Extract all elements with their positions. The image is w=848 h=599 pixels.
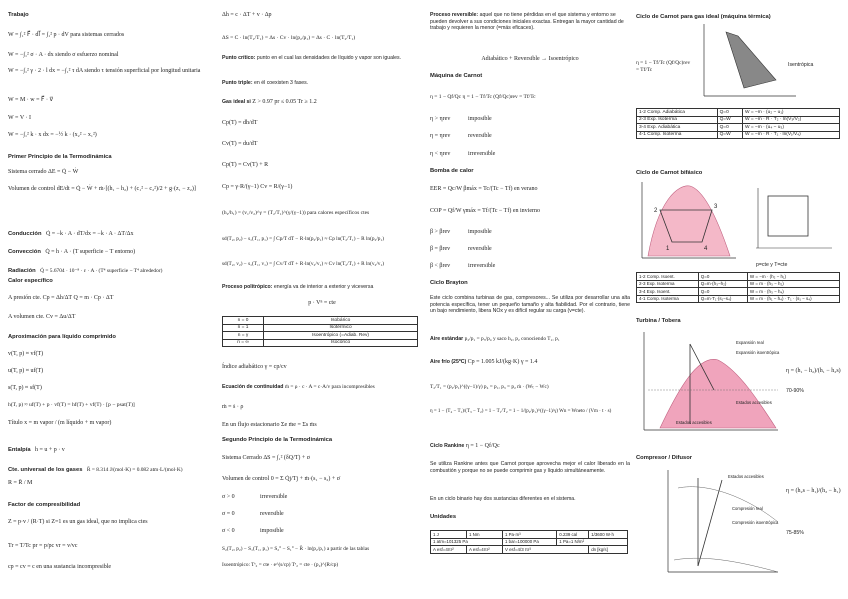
equation: η = 1 − Qf/Qc <box>465 443 500 449</box>
equation: p · Vⁿ = cte <box>308 300 336 306</box>
label: Punto triple: <box>222 80 253 86</box>
table-row <box>637 109 840 117</box>
cell: reversible <box>260 511 284 517</box>
table-cell: 0.239 cal <box>557 531 589 539</box>
table-row <box>637 124 840 132</box>
carnot-gas-table <box>636 108 840 139</box>
table-cell: 1 Pa·m³ <box>502 531 556 539</box>
equation: En un flujo estacionario Σe ṁe = Σs ṁs <box>222 422 317 428</box>
table-cell: W = m · (h₃ − h₂) <box>747 280 839 288</box>
cell: β < βrev <box>430 263 451 269</box>
label: Aire frío (25ºC) <box>430 359 467 365</box>
gas-ideal <box>222 99 422 106</box>
label: Cte. universal de los gases <box>8 467 83 473</box>
cte-universal-row <box>8 458 213 476</box>
section-title-compresor: Compresor / Difusor <box>636 455 693 461</box>
equation: R̄ = 8.314 J/(mol·K) = 0.082 atm·L/(mol·K) <box>86 467 183 473</box>
diagram-label: Estados accesibles <box>676 420 712 425</box>
equation: ṁ = ṡ · ρ <box>222 404 244 410</box>
table-cell: n = 1 <box>223 324 264 332</box>
label: Entalpía <box>8 447 31 453</box>
table-cell: Isoentrópico (=Adiab. Rev) <box>264 332 418 340</box>
real-compression-line <box>698 480 722 566</box>
aire-frio <box>430 359 630 366</box>
diagram-label: Estados accesibles <box>736 400 772 405</box>
equation: Sistema Cerrado ΔS = ∫₁² (δQ/T) + σ <box>222 455 311 461</box>
section-title-brayton: Ciclo Brayton <box>430 280 468 286</box>
sigma-row <box>222 511 422 518</box>
cmp-row <box>430 133 630 140</box>
equation: Q̇ = h · A · (T superficie − T entorno) <box>45 249 136 255</box>
equation: p₂/p₁ = p₃/p₄ y saco h₂, p₂ conociendo T₁, p₁ <box>464 336 560 342</box>
cell: reversible <box>468 133 492 139</box>
equation: W = −∫₁² σ · A · dx siendo σ esfuerzo nominal <box>8 52 119 58</box>
table-cell: W = −m · (u₂ − u₁) <box>743 109 840 117</box>
table-cell: n = ∞ <box>223 339 264 347</box>
cell: irreversible <box>468 151 496 157</box>
cell: η > ηrev <box>430 116 451 122</box>
label: Convección <box>8 249 41 255</box>
section-title-compresibilidad: Factor de compresibilidad <box>8 502 81 508</box>
equation: R = R̄ / M <box>8 480 33 486</box>
equation: COP = Qf/W γmáx = Tf/(Tc − Tf) en invierno <box>430 208 540 214</box>
equation: v(T, p) ≈ vf(T) <box>8 351 44 357</box>
bifasico-ts-diagram <box>638 180 738 262</box>
table-row <box>637 131 840 139</box>
cell: η < ηrev <box>430 151 451 157</box>
accessible-states-area <box>660 359 776 428</box>
table-cell: W = m · (h₁ − h₄) · T₁ · (s₁ − s₄) <box>747 295 839 303</box>
table-cell: Q=0 <box>717 124 742 132</box>
table-row <box>223 317 418 325</box>
rankine <box>430 443 630 450</box>
equation: η = (h₁ − h₂)/(h₁ − h₂s) <box>786 368 841 374</box>
label: Aire estándar <box>430 336 464 342</box>
equation: Cp = 1.005 kJ/(kg·K) γ = 1.4 <box>467 359 538 365</box>
cell: β = βrev <box>430 246 451 252</box>
section-title-turbina: Turbina / Tobera <box>636 318 681 324</box>
label: Proceso reversible: <box>430 12 479 18</box>
sigma-row <box>222 494 422 501</box>
table-cell: 1 Pa=1 N/m² <box>557 538 628 546</box>
section-title-unidades: Unidades <box>430 514 457 520</box>
label: Radiación <box>8 268 36 274</box>
cell: σ > 0 <box>222 494 235 500</box>
table-row <box>223 339 418 347</box>
punto-critico <box>222 55 422 62</box>
equation: Volumen de control 0 = Σ Q̇j/Tj + ṁ·(s₁ − s₂) + σ̇ <box>222 476 340 482</box>
table-row <box>637 295 840 303</box>
text: punto en el cual las densidades de líquido y vapor son iguales. <box>256 55 402 61</box>
table-cell: Q=0 <box>717 109 742 117</box>
table-cell: 1 J <box>431 531 467 539</box>
diagram-label: Expansión isoentrópica <box>736 350 780 355</box>
equation: ṁ = ρ · c · A = c·A/v para incompresibles <box>284 384 375 390</box>
equation: Cv(T) = du/dT <box>222 141 258 147</box>
cell: imposible <box>468 229 492 235</box>
cmp-row <box>430 151 630 158</box>
equation: Z = p·v / (R·T) si Z=1 es un gas ideal, que no implica ctes <box>8 519 148 525</box>
bifasico-caption: p=cte y T=cte <box>756 262 788 268</box>
equation: η = 1 − Tf/Tc (Qf/Qc)rev = Tf/Tc <box>636 60 691 73</box>
isobar <box>674 558 778 572</box>
equation: sd(T₂, v₂) − s₁(T₁, v₁) = ∫ Cv/T dT + R·ln(v₂/v₁) ≈ Cv ln(T₂/T₁) + R ln(v₂/v₁) <box>222 261 385 267</box>
equation: Cp(T) = Cv(T) + R <box>222 162 269 168</box>
equation: h = u + p · v <box>35 447 65 453</box>
equation: Índice adiabático γ = cp/cv <box>222 364 287 370</box>
table-cell: A esf=4πr² <box>431 546 467 554</box>
column-1 <box>8 0 213 599</box>
punto-triple <box>222 80 422 87</box>
cell: imposible <box>260 528 284 534</box>
table-cell: 1/3600 W·h <box>589 531 628 539</box>
equation: η = 1 − (T₄ − T₁)/(T₃ − T₂) = 1 − T₁/T₂ = 1 − 1/(p₂/p₁)^((γ−1)/γ) Wn = Wneto / (Vm · t · s) <box>430 409 612 414</box>
diagram-label: Compresión isoentrópica <box>732 520 779 525</box>
table-row <box>637 288 840 296</box>
cell: imposible <box>468 116 492 122</box>
paragraph: Se utiliza Rankine antes que Carnot porque aprovecha mejor el calor liberado en la combustión y porque no se puede comprimir gas y líquido simultáneamente. <box>430 461 630 474</box>
equation: Tr = T/Tc pr = p/pc vr = v/vc <box>8 543 78 549</box>
section-title-carnot-bifasico: Ciclo de Carnot bifásico <box>636 170 703 176</box>
aire-estandar <box>430 336 630 343</box>
paragraph: En un ciclo binario hay dos sustancias diferentes en el sistema. <box>430 496 576 502</box>
equation: W = M · w = F⃗ · v⃗ <box>8 97 53 103</box>
equation: Cp(T) = dh/dT <box>222 120 258 126</box>
table-cell: W = −m · (h₂ − h₁) <box>747 273 839 281</box>
section-title-segundo-principio: Segundo Principio de la Termodinámica <box>222 437 333 443</box>
equation: Adiabático + Reversible → Isoentrópico <box>481 56 579 62</box>
table-row <box>637 273 840 281</box>
paragraph: Este ciclo combina turbinas de gas, compresores... Se utiliza por desarrollar una alta potencia específica, tener un pequeño tamaño y alta fiabilidad. Por el contrario, tiene un bajo rendimiento, libera NOx y es difícil regular su carga (v=cte). <box>430 295 630 315</box>
text: aquel que no tiene pérdidas en el que sistema y entorno se pueden devolver a sus condiciones iniciales exactas. Entregan la mayor cantidad de trabajo y requieren la menor (=más eficaces). <box>430 12 624 32</box>
unidades-table <box>430 530 628 554</box>
section-title-calor-especifico: Calor específico <box>8 278 53 284</box>
table-row <box>223 332 418 340</box>
conveccion-row <box>8 240 213 258</box>
equation: W = ∫₁² F⃗ · dl⃗ = ∫₁² p · dV para sistemas cerrados <box>8 32 125 38</box>
table-cell: dn [kg/s] <box>589 546 628 554</box>
label: Conducción <box>8 231 42 237</box>
diagram-label: Estados accesibles <box>728 474 764 479</box>
equation: h(T, p) ≈ uf(T) + p · vf(T) = hf(T) + vf(T) · [p − psat(T)] <box>8 402 135 408</box>
label: Gas ideal si <box>222 99 251 105</box>
diagram-label: Compresión real <box>732 506 763 511</box>
table-cell: 3-4 Exp. Adiabática <box>637 124 718 132</box>
column-2 <box>222 0 422 599</box>
equation: Título x = m vapor / (m líquido + m vapor) <box>8 420 112 426</box>
equation: Isoentrópico: Tˢ₂ = cte · e^(s/cp) Tˢ₂ = cte · (p₂)^(R/cp) <box>222 562 339 568</box>
carnot-pv-diagram <box>698 22 798 100</box>
section-title-trabajo: Trabajo <box>8 12 29 18</box>
politropico <box>222 284 422 290</box>
equation: Cp = γ·R/(γ−1) Cv = R/(γ−1) <box>222 184 293 190</box>
section-title-carnot: Máquina de Carnot <box>430 73 483 79</box>
cmp-row <box>430 116 630 123</box>
equation: Δh = c · ΔT + v · Δp <box>222 12 272 18</box>
equation: A presión cte. Cp = Δh/ΔT Q = m · Cp · ΔT <box>8 295 114 301</box>
table-row <box>431 538 628 546</box>
table-cell: n = 0 <box>223 317 264 325</box>
proceso-reversible <box>430 12 630 32</box>
table-cell: W = −m · R · T₁ · ln(V₁/V₄) <box>743 131 840 139</box>
table-cell: 2-3 Exp. Isoterma <box>637 116 718 124</box>
equation: A volumen cte. Cv = Δu/ΔT <box>8 314 76 320</box>
cmp-row <box>430 229 630 236</box>
cell: η = ηrev <box>430 133 451 139</box>
label: Ciclo Rankine <box>430 443 465 449</box>
equation: W = −∫₁² γ · 2 · l dx = −∫₁² τ dA siendo τ tensión superficial por longitud unitaria <box>8 68 201 74</box>
equation: Sistema cerrado ΔE = Q̇ − Ẇ <box>8 169 79 175</box>
equation: η = 1 − Qf/Qc η = 1 − Tf/Tc (Qf/Qc)rev = Tf/Tc <box>430 94 536 100</box>
table-cell: 1-2 Comp. Adiabática <box>637 109 718 117</box>
cell: irreversible <box>260 494 288 500</box>
table-cell: 1 bar=100000 Pa <box>502 538 556 546</box>
equation: Volumen de control dE/dt = Q̇ − Ẇ + ṁ·[(h₁ − h₂) + (c₁² − c₂²)/2 + g·(z₁ − z₂)] <box>8 186 196 192</box>
loop <box>768 196 808 236</box>
table-row <box>431 531 628 539</box>
table-cell: Q=m·T₁·(s₁−s₄) <box>698 295 747 303</box>
table-row <box>637 280 840 288</box>
equation: (h₂/h₁) = (v₁/v₂)^γ = (T₂/T₁)^(γ/(γ−1)) para calores específicos ctes <box>222 210 370 216</box>
equation: Z > 0.97 pr ≤ 0.05 Tr ≥ 1.2 <box>252 99 317 105</box>
equation: EER = Qc/W βmáx = Tc/(Tc − Tf) en verano <box>430 186 538 192</box>
bifasico-schematic <box>754 186 834 258</box>
table-cell: Q=m·(h₃−h₂) <box>698 280 747 288</box>
section-title-primer-principio: Primer Principio de la Termodinámica <box>8 154 112 160</box>
equation: sd(T₂, p₂) − s₁(T₁, p₁) = ∫ Cp/T dT − R·ln(p₂/p₁) ≈ Cp ln(T₂/T₁) − R ln(p₂/p₁) <box>222 236 385 242</box>
equation: T₂/T₁ = (p₂/p₁)^((γ−1)/γ) p₄ = p₁, p₃ = p₂ ṁ · (Wₜ − Wc) <box>430 384 549 390</box>
table-cell: 1 atm=101325 Pa <box>431 538 503 546</box>
efficiency-range: 70-90% <box>786 388 804 394</box>
equation: ΔS = C · ln(T₂/T₁) = Δs · Cv · ln(p₂/p₁) = Δs · C · ln(T₂/T₁) <box>222 35 356 41</box>
equation: Q̇ = −k · A · dT/dx = −k · A · ΔT/Δx <box>45 231 134 237</box>
state-label: 3 <box>714 204 718 210</box>
diagram-label: Expansión real <box>736 340 764 345</box>
table-row <box>431 546 628 554</box>
table-cell: V esf=4/3 πr³ <box>502 546 588 554</box>
table-cell: W = m · (h₃ − h₄) <box>747 288 839 296</box>
cmp-row <box>430 246 630 253</box>
cell: reversible <box>468 246 492 252</box>
label: Punto crítico: <box>222 55 256 61</box>
isobar <box>678 487 778 522</box>
equation: u(T, p) ≈ uf(T) <box>8 368 44 374</box>
text: energía va de interior a exterior y viceversa <box>273 284 374 290</box>
table-cell: 4-1 Comp. Isoterma <box>637 131 718 139</box>
table-cell: Isobárico <box>264 317 418 325</box>
entalpia-row <box>8 438 213 456</box>
column-4 <box>636 0 842 599</box>
equation: cp = cv = c en una sustancia incompresible <box>8 564 112 570</box>
state-label: 1 <box>666 246 670 252</box>
table-cell: Q=W <box>717 116 742 124</box>
cell: σ < 0 <box>222 528 235 534</box>
equation: W = V · I <box>8 115 32 121</box>
saturation-dome <box>648 186 730 256</box>
section-title-liquido: Aproximación para líquido comprimido <box>8 334 116 340</box>
text: en él coexisten 3 fases. <box>254 80 309 86</box>
carnot-cycle-area <box>726 32 776 88</box>
table-cell: W = −m · (u₄ − u₃) <box>743 124 840 132</box>
equation: s(T, p) ≈ sf(T) <box>8 385 42 391</box>
table-row <box>223 324 418 332</box>
table-cell: Q=0 <box>698 273 747 281</box>
cmp-row <box>430 263 630 270</box>
cell: β > βrev <box>430 229 451 235</box>
section-title-bomba: Bomba de calor <box>430 168 474 174</box>
table-cell: Isocórico <box>264 339 418 347</box>
table-row <box>637 116 840 124</box>
equation: η = (h₂s − h₁)/(h₂ − h₁) <box>786 488 841 494</box>
table-cell: 1-2 Comp. Isoent. <box>637 273 699 281</box>
table-cell: W = −m · R · T₂ · ln(V₃/V₂) <box>743 116 840 124</box>
table-cell: n = γ <box>223 332 264 340</box>
radiacion-row <box>8 259 213 277</box>
table-cell: 3-4 Exp. Isoent. <box>637 288 699 296</box>
table-cell: 4-1 Comp. Isoterma <box>637 295 699 303</box>
state-label: 2 <box>654 208 658 214</box>
cell: σ = 0 <box>222 511 235 517</box>
table-cell: Q=0 <box>698 288 747 296</box>
politropico-table <box>222 316 418 347</box>
conduccion-row <box>8 222 213 240</box>
table-cell: 2-3 Exp. Isoterma <box>637 280 699 288</box>
state-label: 4 <box>704 246 708 252</box>
table-cell: Q=W <box>717 131 742 139</box>
continuidad <box>222 384 422 391</box>
efficiency-range: 75-85% <box>786 530 804 536</box>
section-title-carnot-gas: Ciclo de Carnot para gas ideal (máquina térmica) <box>636 14 771 20</box>
cell: irreversible <box>468 263 496 269</box>
label: Ecuación de continuidad <box>222 384 284 390</box>
column-3 <box>430 0 630 599</box>
table-cell: 1 Nm <box>466 531 502 539</box>
sigma-row <box>222 528 422 535</box>
table-cell: A esf=4πr² <box>466 546 502 554</box>
table-cell: Isotérmico <box>264 324 418 332</box>
isentropic-label: Isentrópica <box>788 62 814 68</box>
equation: W = −∫₁² k · x dx = −½ k · (x₂² − x₁²) <box>8 132 97 138</box>
label: Proceso politrópico: <box>222 284 273 290</box>
equation: S₂(T₂, p₂) − S₁(T₁, p₁) = S₂° − S₁° − R̄ · ln(p₂/p₁) a partir de las tablas <box>222 546 370 552</box>
equation: Q̇ = 5.6704 · 10⁻⁸ · ε · A · (T⁴ superficie − T⁴ alrededor) <box>40 268 163 274</box>
bifasico-table <box>636 272 840 303</box>
